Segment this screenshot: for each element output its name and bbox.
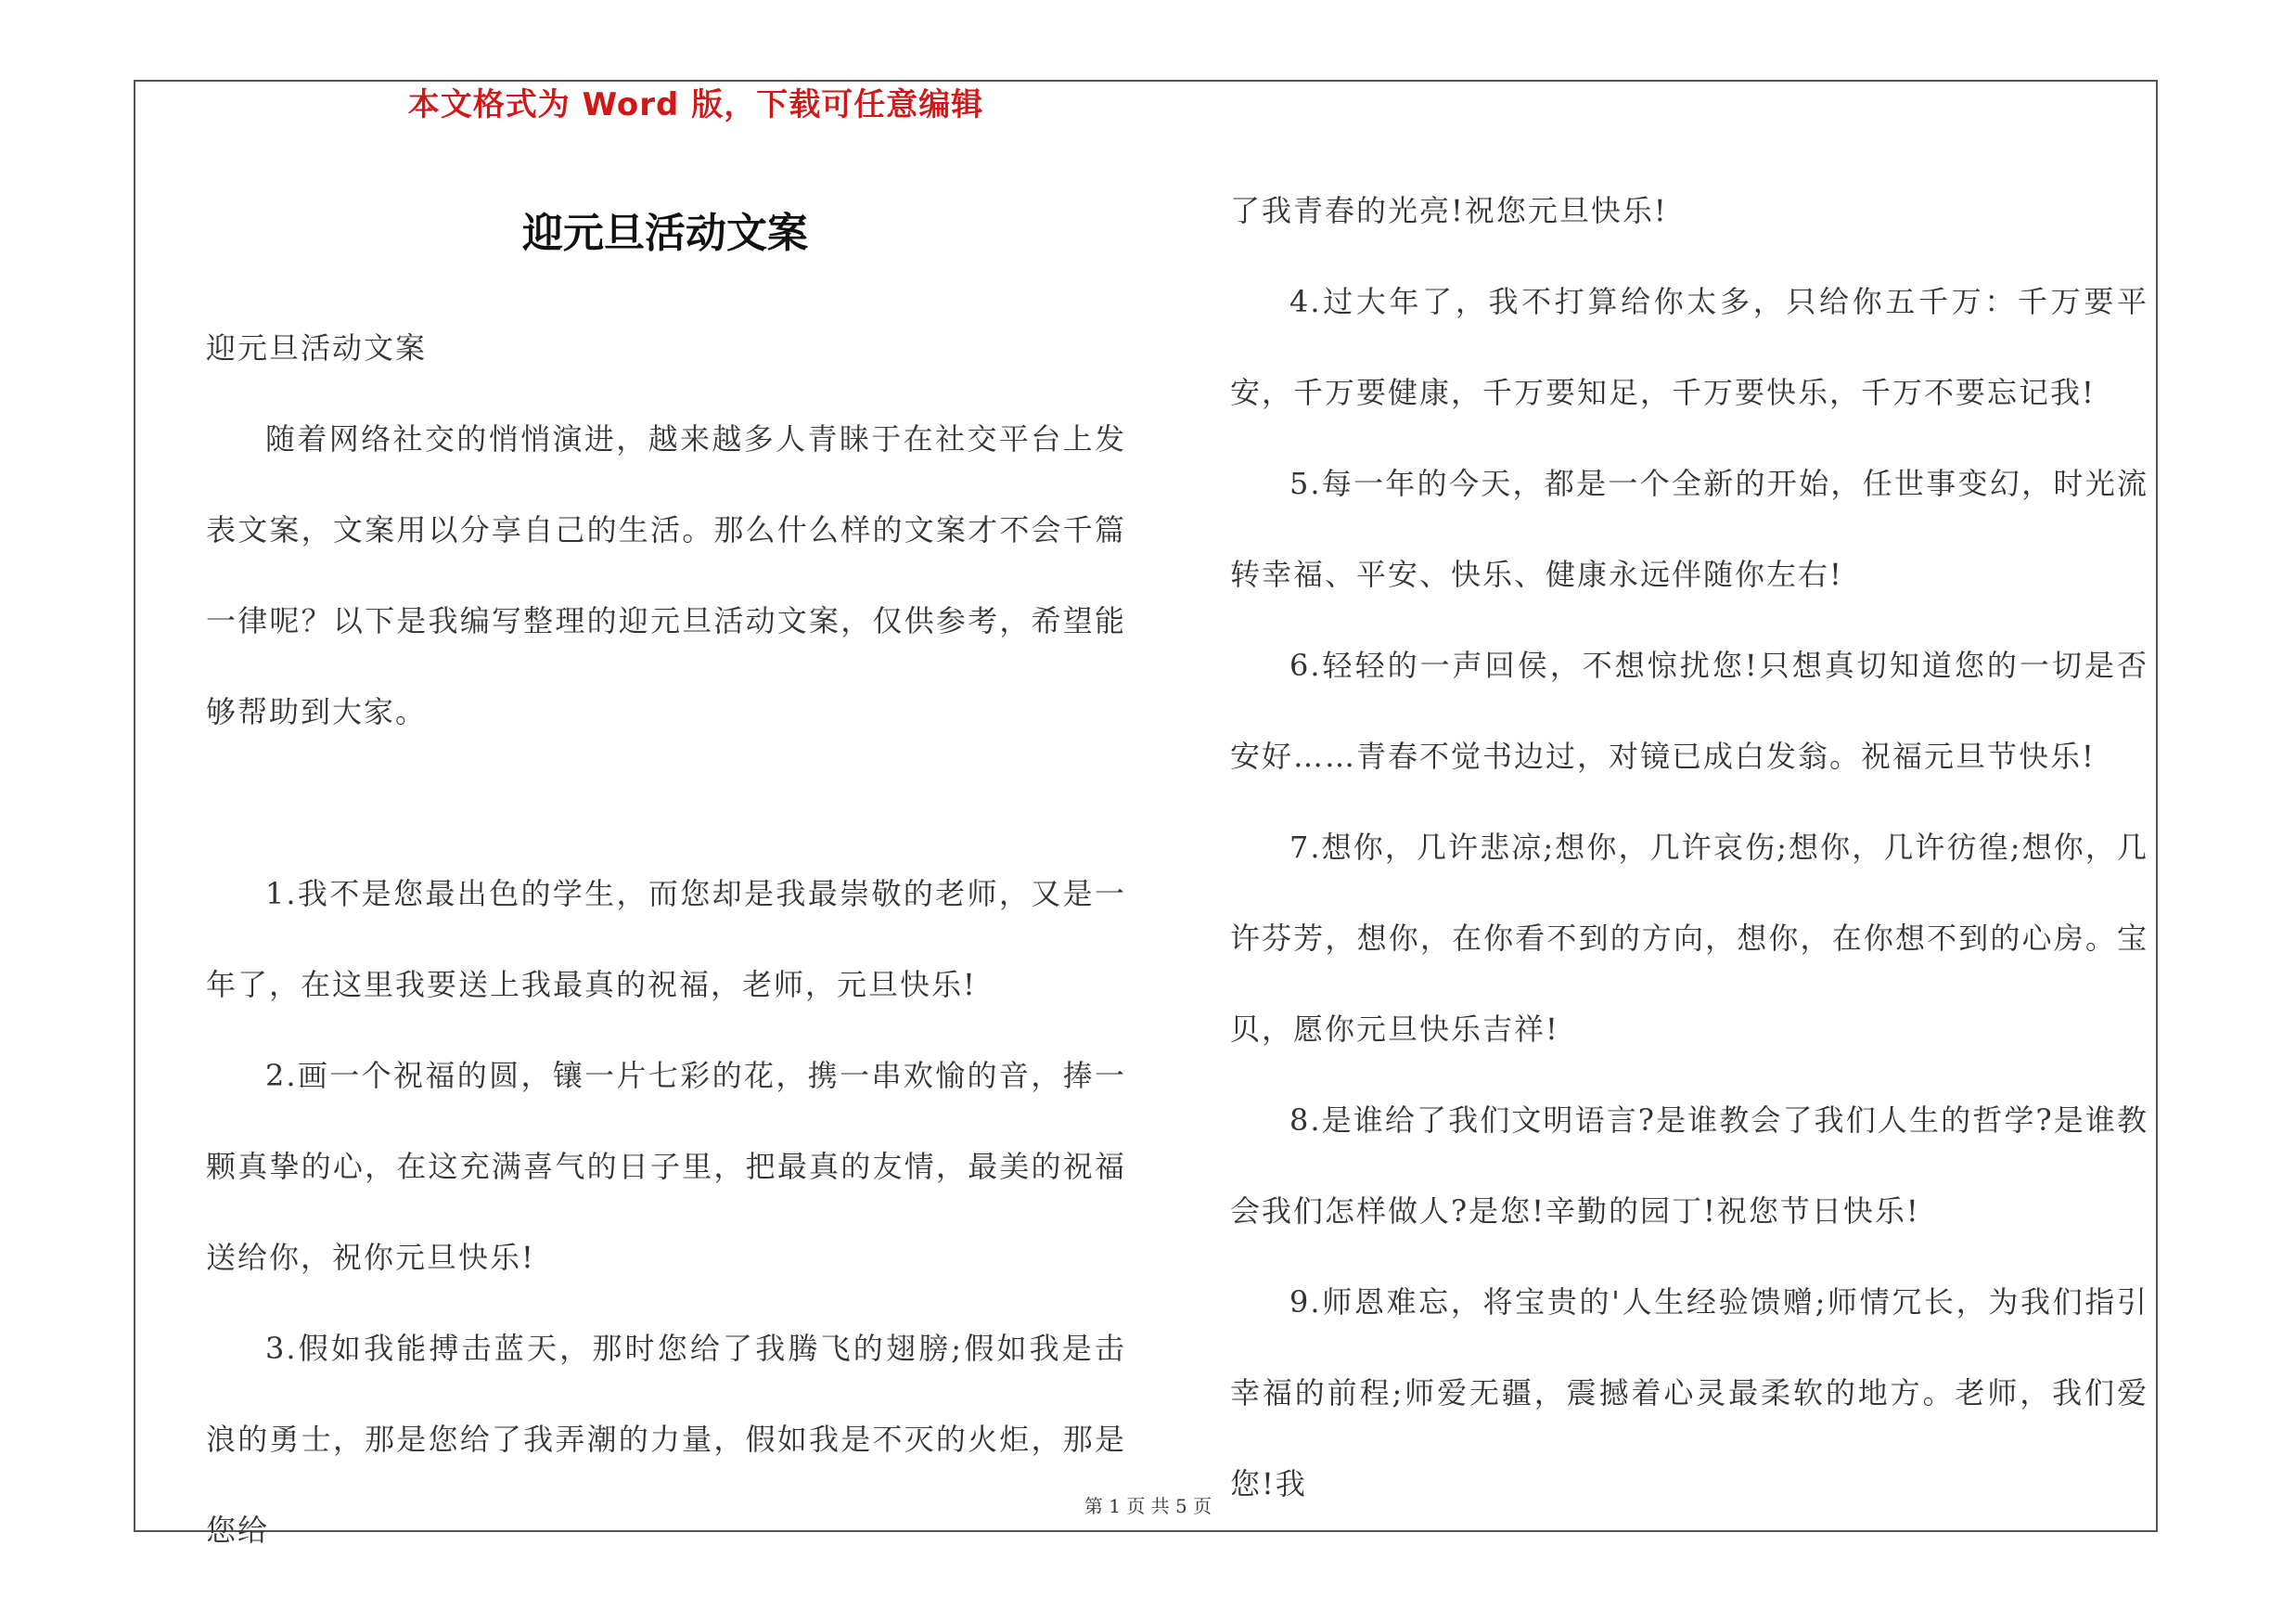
paragraph-item-8: 8.是谁给了我们文明语言?是谁教会了我们人生的哲学?是谁教会我们怎样做人?是您!辛勤的园丁!祝您节日快乐! (1230, 1102, 2148, 1229)
paragraph-item-5: 5.每一年的今天，都是一个全新的开始，任世事变幻，时光流转幸福、平安、快乐、健康永远伴随你左右! (1230, 466, 2148, 592)
paragraph-item-6: 6.轻轻的一声回侯，不想惊扰您!只想真切知道您的一切是否安好……青春不觉书边过，对镜已成白发翁。祝福元旦节快乐! (1230, 648, 2148, 774)
paragraph-item-4: 4.过大年了，我不打算给你太多，只给你五千万：千万要平安，千万要健康，千万要知足，千万要快乐，千万不要忘记我! (1230, 284, 2148, 410)
right-column (1230, 165, 2148, 1529)
paragraph-item-3: 3.假如我能搏击蓝天，那时您给了我腾飞的翅膀;假如我是击浪的勇士，那是您给了我弄潮的力量，假如我是不灭的火炬，那是您给 (206, 1331, 1126, 1548)
paragraph-spacer (206, 757, 1126, 848)
paragraph-item-1: 1.我不是您最出色的学生，而您却是我最崇敬的老师，又是一年了，在这里我要送上我最真的祝福，老师，元旦快乐! (206, 876, 1126, 1002)
left-column (206, 303, 1126, 1576)
paragraph-item-2: 2.画一个祝福的圆，镶一片七彩的花，携一串欢愉的音，捧一颗真挚的心，在这充满喜气的日子里，把最真的友情，最美的祝福送给你，祝你元旦快乐! (206, 1058, 1126, 1275)
paragraph-item-9: 9.师恩难忘，将宝贵的'人生经验馈赠;师情冗长，为我们指引幸福的前程;师爱无疆，震撼着心灵最柔软的地方。老师，我们爱您!我 (1230, 1284, 2148, 1501)
paragraph-item-7: 7.想你，几许悲凉;想你，几许哀伤;想你，几许彷徨;想你，几许芬芳，想你，在你看不到的方向，想你，在你想不到的心房。宝贝，愿你元旦快乐吉祥! (1230, 830, 2148, 1047)
document-title: 迎元旦活动文案 (522, 210, 808, 257)
intro-paragraph: 随着网络社交的悄悄演进，越来越多人青睐于在社交平台上发表文案，文案用以分享自己的生活。那么什么样的文案才不会千篇一律呢？以下是我编写整理的迎元旦活动文案，仅供参考，希望能够帮助到大家。 (206, 421, 1126, 729)
section-subtitle: 迎元旦活动文案 (206, 330, 428, 366)
paragraph-item-3-continued: 了我青春的光亮!祝您元旦快乐! (1230, 193, 1668, 228)
format-banner: 本文格式为 Word 版，下载可任意编辑 (407, 86, 984, 123)
page-indicator: 第 1 页 共 5 页 (1084, 1495, 1212, 1517)
